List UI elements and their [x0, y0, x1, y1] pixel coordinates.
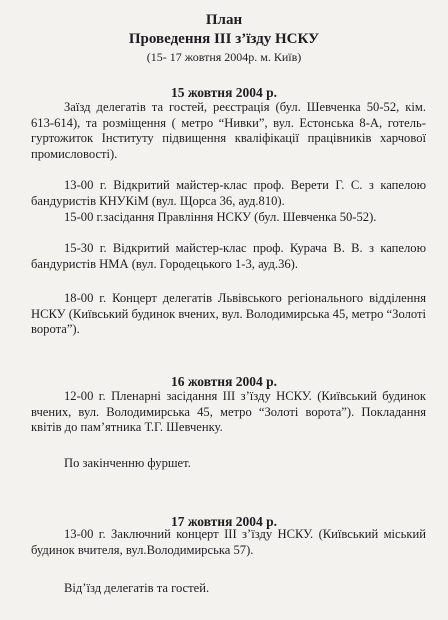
- document-title: План: [205, 12, 243, 28]
- day1-masterclass-vereta-paragraph: 13-00 г. Відкритий майстер-клас проф. Верети Г. С. з капелою бандуристів КНУКіМ (вул. Щорса 36, ауд.810).: [31, 178, 426, 208]
- day2-date-heading: 16 жовтня 2004 р.: [170, 374, 278, 389]
- day1-concert-paragraph: 18-00 г. Концерт делегатів Львівського регіонального відділення НСКУ (Київський будинок вчених, вул. Володимирська 45, метро “Золоті ворота”).: [31, 291, 426, 337]
- day1-board-meeting-paragraph: 15-00 г.засідання Правління НСКУ (бул. Шевченка 50-52).: [64, 210, 377, 224]
- day2-plenary-paragraph: 12-00 г. Пленарні засідання ІІІ з’їзду НСКУ. (Київський будинок вчених, вул. Володимирська 45, метро “Золоті ворота”). Покладання квітів до пам’ятника Т.Г. Шевченку.: [31, 389, 426, 435]
- day2-reception-paragraph: По закінченню фуршет.: [64, 456, 191, 470]
- day1-arrival-paragraph: Заїзд делегатів та гостей, реєстрація (бул. Шевченка 50-52, кім. 613-614), та розміщення ( метро “Нивки”, вул. Естонська 8-А, готель-гуртожиток Інституту підвищення кваліфікації працівників харчової промисловості).: [31, 100, 426, 161]
- day3-closing-concert-paragraph: 13-00 г. Заключний концерт ІІІ з’їзду НСКУ. (Київський міський будинок вчителя, вул.Володимирська 57).: [31, 527, 426, 557]
- document-subtitle: (15- 17 жовтня 2004р. м. Київ): [146, 50, 302, 64]
- day3-date-heading: 17 жовтня 2004 р.: [170, 514, 278, 529]
- day1-masterclass-kurach-paragraph: 15-30 г. Відкритий майстер-клас проф. Курача В. В. з капелою бандуристів НМА (вул. Городецького 1-3, ауд.36).: [31, 241, 426, 271]
- day1-date-heading: 15 жовтня 2004 р.: [170, 85, 278, 100]
- document-title-event: Проведення ІІІ з’їзду НСКУ: [128, 31, 320, 47]
- day3-departure-paragraph: Від’їзд делегатів та гостей.: [64, 581, 210, 595]
